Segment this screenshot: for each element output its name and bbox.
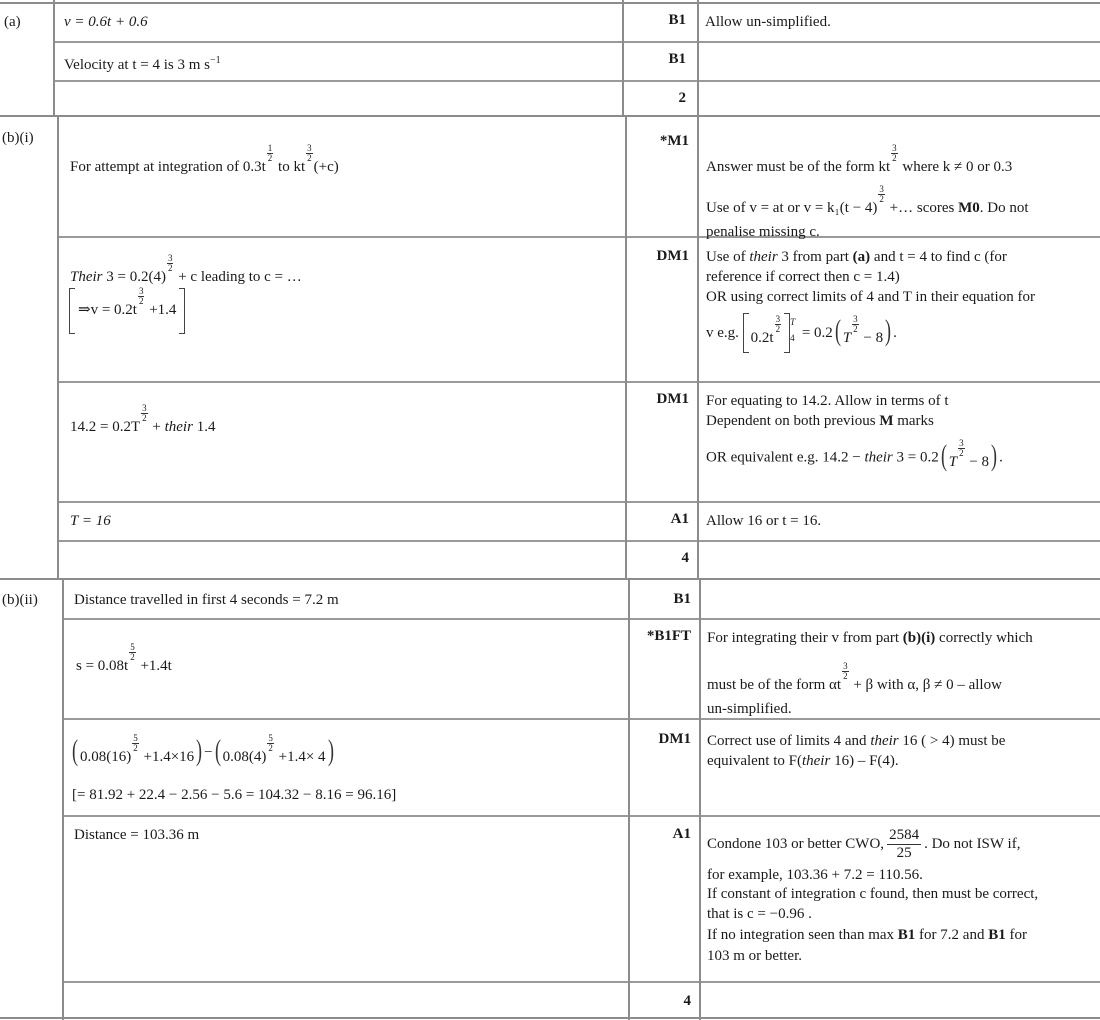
note-text: − 8	[859, 329, 884, 346]
fraction-numerator: 5	[268, 733, 273, 743]
note-text: marks	[893, 413, 934, 429]
scheme-text: Distance = 103.36 m	[74, 827, 200, 843]
note-text: where k ≠ 0 or 0.3	[898, 159, 1013, 175]
divider	[622, 0, 624, 117]
note-text: Use of	[706, 249, 750, 265]
guidance-note	[706, 247, 1096, 353]
divider	[0, 1017, 1100, 1019]
scheme-text-part: −	[204, 744, 213, 761]
paren-right: )	[196, 733, 203, 767]
divider	[697, 0, 699, 117]
scheme-text-italic: Their	[70, 269, 103, 285]
fraction-exponent	[958, 439, 965, 458]
scheme-text-part: 3 = 0.2(4)	[102, 269, 166, 285]
mark-code: *B1FT	[646, 628, 691, 644]
guidance-note: Allow un-simplified.	[705, 14, 831, 30]
mark-code: A1	[670, 511, 689, 527]
divider	[628, 579, 630, 1020]
guidance-note	[706, 391, 1096, 472]
fraction-denominator: 2	[130, 652, 135, 662]
note-line: un-simplified.	[707, 701, 792, 717]
scheme-text	[69, 285, 185, 334]
note-text-bold: B1	[988, 927, 1006, 943]
fraction-exponent	[141, 404, 148, 423]
scheme-text	[70, 403, 216, 437]
fraction-numerator: 1	[267, 143, 273, 153]
guidance-note	[707, 628, 1097, 719]
fraction-denominator: 2	[167, 263, 173, 273]
fraction-denominator: 2	[959, 448, 964, 458]
scheme-text: T = 16	[70, 513, 111, 529]
scheme-text-part: ⇒v = 0.2t	[78, 301, 137, 318]
scheme-text-part: to kt	[274, 159, 306, 175]
divider	[62, 579, 64, 1020]
note-line	[706, 143, 1096, 177]
fraction-denominator: 2	[268, 743, 273, 753]
guidance-note	[706, 132, 1096, 242]
divider	[58, 381, 1100, 383]
scheme-text-part: +1.4×16	[139, 749, 195, 765]
scheme-text: Distance travelled in first 4 seconds = 7.2 m	[74, 592, 339, 608]
note-text: correctly which	[935, 630, 1033, 646]
note-text: Answer must be of the form kt	[706, 159, 891, 175]
fraction-denominator: 2	[775, 323, 781, 334]
mark-total: 4	[681, 550, 689, 566]
mark-code: B1	[673, 591, 691, 607]
note-line	[706, 411, 1096, 431]
note-text: for	[1005, 927, 1027, 943]
integration-upper-limit: T	[790, 317, 796, 327]
scheme-text	[70, 143, 339, 177]
guidance-note	[707, 827, 1097, 966]
paren-left: (	[834, 314, 841, 347]
note-text: and t = 4 to find c (for	[870, 249, 1007, 265]
divider	[697, 116, 699, 579]
divider	[699, 579, 701, 1020]
divider	[625, 116, 627, 579]
note-text: = 0.2	[801, 325, 833, 341]
bracket-right	[179, 288, 185, 334]
divider	[62, 815, 1100, 817]
fraction-exponent	[132, 734, 139, 753]
note-line: If constant of integration c found, then must be correct,	[707, 886, 1039, 902]
fraction-numerator: 3	[853, 313, 858, 324]
scheme-text-part: (+c)	[313, 159, 339, 175]
fraction-numerator: 3	[959, 438, 964, 448]
note-text: must be of the form αt	[707, 677, 842, 693]
fraction-exponent	[167, 254, 174, 273]
note-line	[706, 313, 1096, 353]
note-text: Correct use of limits 4 and	[707, 733, 871, 749]
scheme-text-italic: their	[164, 419, 193, 435]
scheme-text-main: Velocity at t = 4 is 3 m s	[64, 57, 210, 73]
mark-code: A1	[672, 826, 691, 842]
fraction-denominator: 2	[142, 413, 147, 423]
divider	[55, 41, 1100, 43]
note-text-italic: their	[749, 249, 778, 265]
divider	[58, 540, 1100, 542]
fraction-numerator: 5	[133, 733, 138, 743]
integration-lower-limit: 4	[790, 333, 795, 343]
note-text-italic: T	[842, 329, 852, 346]
fraction-exponent	[775, 315, 782, 334]
fraction-denominator: 2	[138, 295, 144, 306]
fraction-denominator: 25	[896, 845, 912, 861]
scheme-text-part: 0.08(16)	[80, 749, 132, 765]
fraction-numerator: 3	[138, 285, 144, 296]
note-text: Condone 103 or better CWO,	[707, 836, 885, 852]
fraction-exponent	[891, 144, 898, 163]
note-line	[707, 661, 1097, 695]
mark-code: DM1	[656, 391, 689, 407]
fraction-denominator: 2	[133, 743, 138, 753]
note-line	[706, 247, 1096, 267]
part-label: (b)(i)	[2, 130, 34, 146]
note-text-bold: (a)	[852, 249, 871, 265]
guidance-note	[707, 731, 1097, 771]
note-text-bold: B1	[897, 927, 916, 943]
fraction-exponent	[267, 734, 274, 753]
note-line	[707, 827, 1097, 862]
scheme-text-part: +1.4× 4	[274, 749, 326, 765]
fraction-numerator: 5	[130, 642, 135, 652]
note-line: For equating to 14.2. Allow in terms of t	[706, 393, 949, 409]
fraction-denominator: 2	[853, 323, 858, 334]
scheme-text	[70, 253, 302, 287]
divider	[58, 501, 1100, 503]
mark-code: *M1	[659, 133, 689, 149]
scheme-text-part: +1.4	[145, 301, 177, 318]
scheme-text-part: 14.2 = 0.2T	[70, 419, 141, 435]
note-text-italic: T	[948, 454, 958, 470]
note-text: for 7.2 and	[915, 927, 989, 943]
note-text-italic: their	[870, 733, 899, 749]
fraction-denominator: 2	[267, 153, 273, 163]
paren-left: (	[72, 733, 78, 767]
fraction	[887, 827, 921, 862]
note-line: that is c = −0.96 .	[707, 906, 812, 922]
scheme-text	[70, 733, 336, 767]
note-text: For integrating their v from part	[707, 630, 903, 646]
fraction-exponent	[138, 287, 145, 306]
scheme-text: [= 81.92 + 22.4 − 2.56 − 5.6 = 104.32 − 8.16 = 96.16]	[72, 787, 397, 803]
unit-exponent: −1	[209, 55, 221, 66]
divider	[0, 578, 1100, 580]
note-text: 16) – F(4).	[830, 753, 899, 769]
part-label: (a)	[4, 14, 21, 30]
fraction-exponent	[878, 185, 885, 204]
scheme-text-part: + c leading to c = …	[174, 269, 302, 285]
note-line	[706, 184, 1096, 218]
note-text: If no integration seen than max	[707, 927, 898, 943]
fraction-numerator: 3	[142, 403, 147, 413]
fraction-numerator: 3	[167, 253, 173, 263]
note-line	[707, 751, 1097, 771]
note-text: 0.2t	[750, 329, 774, 346]
paren-right: )	[327, 733, 334, 767]
note-line: reference if correct then c = 1.4)	[706, 269, 900, 285]
note-line: OR using correct limits of 4 and T in their equation for	[706, 289, 1035, 305]
note-line: for example, 103.36 + 7.2 = 110.56.	[707, 867, 923, 883]
note-line	[707, 628, 1097, 648]
scheme-text: v = 0.6t + 0.6	[64, 14, 148, 30]
paren-right: )	[885, 314, 892, 347]
mark-code: B1	[668, 51, 686, 67]
note-text: Dependent on both previous	[706, 413, 880, 429]
note-text: Use of v = at or v = k₁(t − 4)	[706, 200, 878, 216]
fraction-exponent	[267, 144, 274, 163]
fraction-denominator: 2	[307, 153, 312, 163]
scheme-text-part: s = 0.08t	[76, 658, 129, 674]
note-text: + β with α, β ≠ 0 – allow	[849, 677, 1002, 693]
note-text: − 8	[965, 454, 990, 470]
scheme-text-part: +	[148, 419, 165, 435]
note-text: 16 ( > 4) must be	[898, 733, 1006, 749]
note-text: .	[893, 325, 897, 341]
note-line	[707, 925, 1097, 946]
note-text-italic: their	[801, 753, 831, 769]
scheme-text-part: 1.4	[192, 419, 216, 435]
fraction-exponent	[306, 144, 313, 163]
guidance-note: Allow 16 or t = 16.	[706, 513, 822, 529]
note-text: 3 from part	[777, 249, 853, 265]
note-text-italic: their	[864, 449, 893, 466]
scheme-text-part: 0.08(4)	[222, 749, 267, 765]
divider	[57, 116, 59, 579]
note-text: +… scores	[885, 200, 959, 216]
divider	[62, 618, 1100, 620]
mark-total: 4	[683, 993, 691, 1009]
fraction-numerator: 2584	[889, 827, 920, 843]
note-text: v e.g.	[706, 325, 739, 341]
note-text: OR equivalent e.g. 14.2 −	[706, 449, 865, 466]
divider	[62, 981, 1100, 983]
note-text: equivalent to F(	[707, 753, 802, 769]
paren-left: (	[214, 733, 221, 767]
part-label: (b)(ii)	[2, 592, 38, 608]
note-text: . Do not	[979, 200, 1029, 216]
divider	[0, 2, 1100, 4]
paren-left: (	[940, 438, 947, 472]
scheme-text-part: +1.4t	[136, 658, 172, 674]
note-line	[707, 731, 1097, 751]
fraction-exponent	[129, 643, 136, 662]
fraction-numerator: 3	[879, 184, 884, 194]
mark-code: B1	[668, 12, 686, 28]
fraction-denominator: 2	[843, 671, 848, 681]
fraction-exponent	[842, 662, 849, 681]
fraction-numerator: 3	[307, 143, 312, 153]
note-text: .	[999, 449, 1003, 466]
fraction-numerator: 3	[892, 143, 897, 153]
scheme-text	[64, 51, 221, 75]
note-line: 103 m or better.	[707, 948, 802, 964]
note-text-bold: M0	[958, 200, 980, 216]
fraction-denominator: 2	[879, 194, 884, 204]
divider	[55, 80, 1100, 82]
mark-code: DM1	[656, 248, 689, 264]
fraction-denominator: 2	[892, 153, 897, 163]
scheme-text-part: For attempt at integration of 0.3t	[70, 159, 266, 175]
note-line: penalise missing c.	[706, 224, 820, 240]
divider	[0, 115, 1100, 117]
divider	[53, 0, 55, 117]
fraction-numerator: 3	[775, 313, 781, 324]
note-text-bold: M	[879, 413, 894, 429]
fraction-numerator: 3	[843, 661, 848, 671]
mark-total: 2	[678, 90, 686, 106]
fraction-exponent	[852, 315, 859, 334]
scheme-text	[76, 642, 172, 676]
mark-code: DM1	[658, 731, 691, 747]
paren-right: )	[991, 438, 998, 472]
note-text-bold: (b)(i)	[902, 630, 936, 646]
note-text: . Do not ISW if,	[924, 836, 1021, 852]
note-line	[706, 438, 1096, 472]
note-text: 3 = 0.2	[892, 449, 939, 466]
